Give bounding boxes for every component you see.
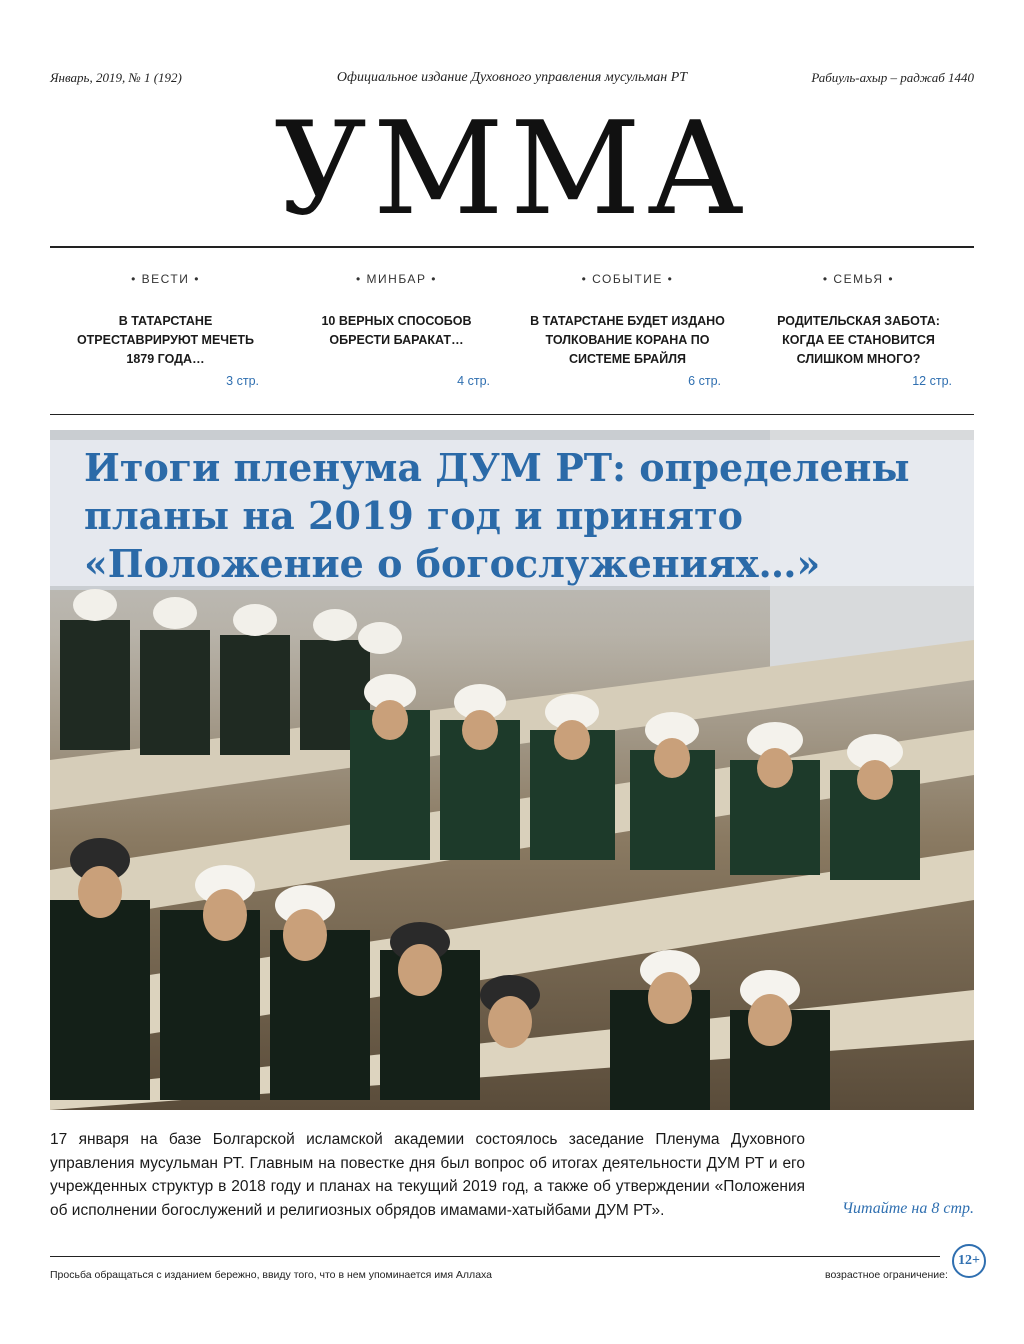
rubric-page: 3 стр. [226, 374, 259, 388]
rubric-tag: • МИНБАР • [356, 272, 437, 286]
rubric-page: 4 стр. [457, 374, 490, 388]
age-restriction-label: возрастное ограничение: [825, 1269, 948, 1281]
rubric-vesti[interactable] [50, 272, 281, 402]
main-story-lead: 17 января на базе Болгарской исламской академии состоялось заседание Пленума Духовного управления мусульман РТ. Главным на повестке дня был вопрос об итогах деятельности ДУМ РТ и его учрежденных структур в 2018 году и планах на текущий 2019 год, а также об утверждении «Положения об исполнении богослужений и религиозных обрядов имамами-хатыйбами ДУМ РТ». [50, 1131, 805, 1219]
rubric-headline[interactable]: В ТАТАРСТАНЕ ОТРЕСТАВРИРУЮТ МЕЧЕТЬ 1879 ГОДА… [76, 314, 255, 366]
publisher-line: Официальное издание Духовного управления мусульман РТ [336, 70, 688, 85]
issue-number: Январь, 2019, № 1 (192) [50, 70, 182, 85]
read-more-link[interactable]: Читайте на 8 стр. [841, 1200, 974, 1217]
footer-divider [50, 1256, 940, 1257]
rubric-semya[interactable] [743, 272, 974, 402]
main-headline-line: «Положение о богослужениях…» [84, 541, 821, 586]
rubric-minbar[interactable] [281, 272, 512, 402]
rubric-sobytie[interactable] [512, 272, 743, 402]
header-line [50, 70, 974, 88]
age-rating-badge: 12+ [952, 1244, 986, 1278]
main-headline-line: Итоги пленума ДУМ РТ: определены [84, 445, 910, 490]
main-headline-box [50, 440, 974, 586]
rubric-headline[interactable]: В ТАТАРСТАНЕ БУДЕТ ИЗДАНО ТОЛКОВАНИЕ КОРАНА ПО СИСТЕМЕ БРАЙЛЯ [530, 314, 725, 366]
hijri-date: Рабиуль-ахыр – раджаб 1440 [811, 70, 974, 85]
rubric-page: 6 стр. [688, 374, 721, 388]
rubric-headline[interactable]: 10 ВЕРНЫХ СПОСОБОВ ОБРЕСТИ БАРАКАТ… [321, 314, 472, 347]
rubric-tag: • ВЕСТИ • [131, 272, 200, 286]
rubric-headline[interactable]: РОДИТЕЛЬСКАЯ ЗАБОТА: КОГДА ЕЕ СТАНОВИТСЯ СЛИШКОМ МНОГО? [777, 314, 940, 366]
main-headline-line: планы на 2019 год и принято [84, 493, 743, 538]
section-divider [50, 414, 974, 415]
main-headline[interactable] [84, 444, 974, 588]
masthead-divider [50, 246, 974, 248]
rubric-row [50, 272, 974, 402]
rubric-page: 12 стр. [912, 374, 952, 388]
handling-notice: Просьба обращаться с изданием бережно, ввиду того, что в нем упоминается имя Аллаха [50, 1269, 492, 1281]
rubric-tag: • СЕМЬЯ • [822, 272, 895, 286]
masthead-title: УММА [274, 95, 750, 244]
rubric-tag: • СОБЫТИЕ • [581, 272, 674, 286]
